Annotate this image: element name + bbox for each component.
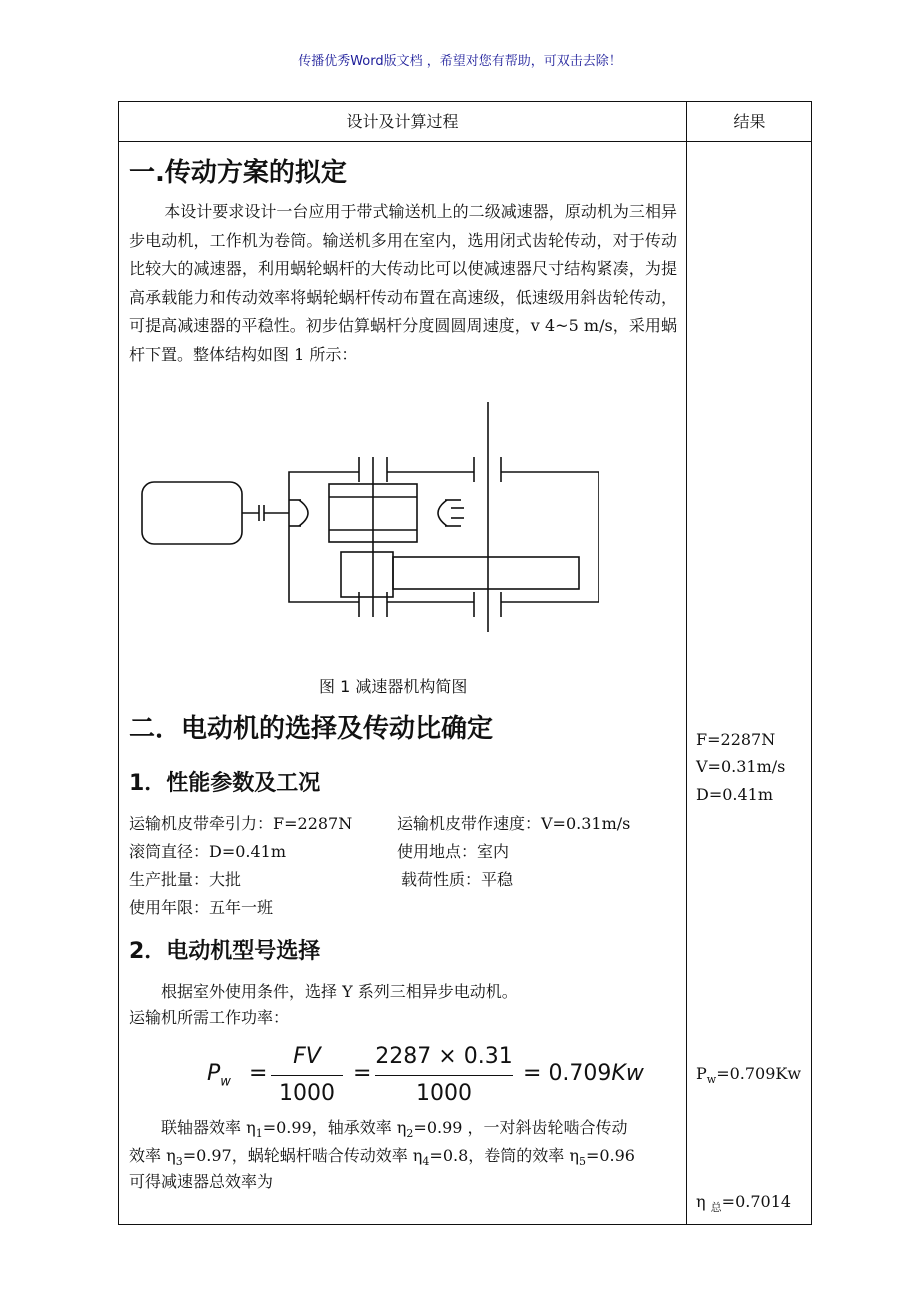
param-row-3-left: 生产批量：大批 bbox=[129, 870, 242, 889]
efficiency-line-2: 效率 $\eta_3=0.97$，蜗轮蜗杆啮合传动效率 $\eta_4=0.8$，卷筒的效率 $\eta_5=0.96$ bbox=[129, 1146, 635, 1169]
header-process: 设计及计算过程 bbox=[346, 112, 459, 131]
calculation-table bbox=[118, 101, 812, 1225]
header-divider bbox=[119, 141, 811, 142]
result-power: $P_w=0.709Kw$ bbox=[696, 1064, 802, 1087]
result-diameter: D=0.41m bbox=[696, 785, 774, 804]
formula-fraction-2: 2287 × 0.31 1000 bbox=[375, 1044, 513, 1106]
result-force: F=2287N bbox=[696, 730, 776, 749]
formula-fraction-1: FV 1000 bbox=[271, 1042, 343, 1109]
motor-shape bbox=[142, 482, 242, 544]
sub2-title: 2．电动机型号选择 bbox=[129, 939, 321, 964]
watermark-text: 传播优秀Word版文档 ，希望对您有帮助，可双击去除！ bbox=[298, 54, 622, 69]
sub1-title: 1．性能参数及工况 bbox=[129, 771, 321, 796]
formula-result: = 0.709Kw bbox=[523, 1061, 644, 1086]
param-row-2-right: 使用地点：室内 bbox=[397, 842, 510, 861]
formula-equals-2: = bbox=[353, 1061, 372, 1086]
header-result: 结果 bbox=[733, 112, 766, 131]
param-row-4-left: 使用年限：五年一班 bbox=[129, 898, 274, 917]
section1-title: 一.传动方案的拟定 bbox=[129, 158, 347, 188]
param-row-2-left: 滚筒直径：D=0.41m bbox=[129, 842, 287, 861]
param-row-1-left: 运输机皮带牵引力：F=2287N bbox=[129, 814, 353, 833]
formula-lhs: $P_w$ bbox=[207, 1061, 231, 1090]
column-divider bbox=[686, 102, 687, 1224]
efficiency-line-1: 联轴器效率 $\eta_1=0.99$，轴承效率 $\eta_2=0.99$ ，一对斜齿轮啮合传动 bbox=[161, 1118, 628, 1141]
power-formula bbox=[201, 1042, 644, 1112]
motor-choice-line: 根据室外使用条件，选择 Y 系列三相异步电动机。 bbox=[161, 982, 518, 1001]
param-row-1-right: 运输机皮带作速度：V=0.31m/s bbox=[397, 814, 631, 833]
power-required-line: 运输机所需工作功率： bbox=[129, 1008, 290, 1027]
section2-title: 二．电动机的选择及传动比确定 bbox=[129, 714, 494, 744]
result-total-efficiency: η $_总$=0.7014 bbox=[696, 1192, 792, 1215]
param-row-3-right: 载荷性质：平稳 bbox=[401, 870, 514, 889]
figure-caption: 图 1 减速器机构简图 bbox=[319, 677, 468, 696]
section1-paragraph: 本设计要求设计一台应用于带式输送机上的二级减速器，原动机为三相异步电动机，工作机为卷筒。输送机多用在室内，选用闭式齿轮传动，对于传动比较大的减速器，利用蜗轮蜗杆的大传动比可以使减速器尺寸结构紧凑，为提高承载能力和传动效率将蜗轮蜗杆传动布置在高速级，低速级用斜齿轮传动，可提高减速器的平稳性。初步估算蜗杆分度圆圆周速度，v 4~5 m/s，采用蜗杆下置。整体结构如图 1 所示： bbox=[129, 202, 677, 364]
reducer-schematic bbox=[129, 402, 599, 632]
efficiency-line-3: 可得减速器总效率为 bbox=[129, 1172, 274, 1191]
result-velocity: V=0.31m/s bbox=[696, 757, 786, 776]
formula-equals-1: = bbox=[249, 1061, 268, 1086]
